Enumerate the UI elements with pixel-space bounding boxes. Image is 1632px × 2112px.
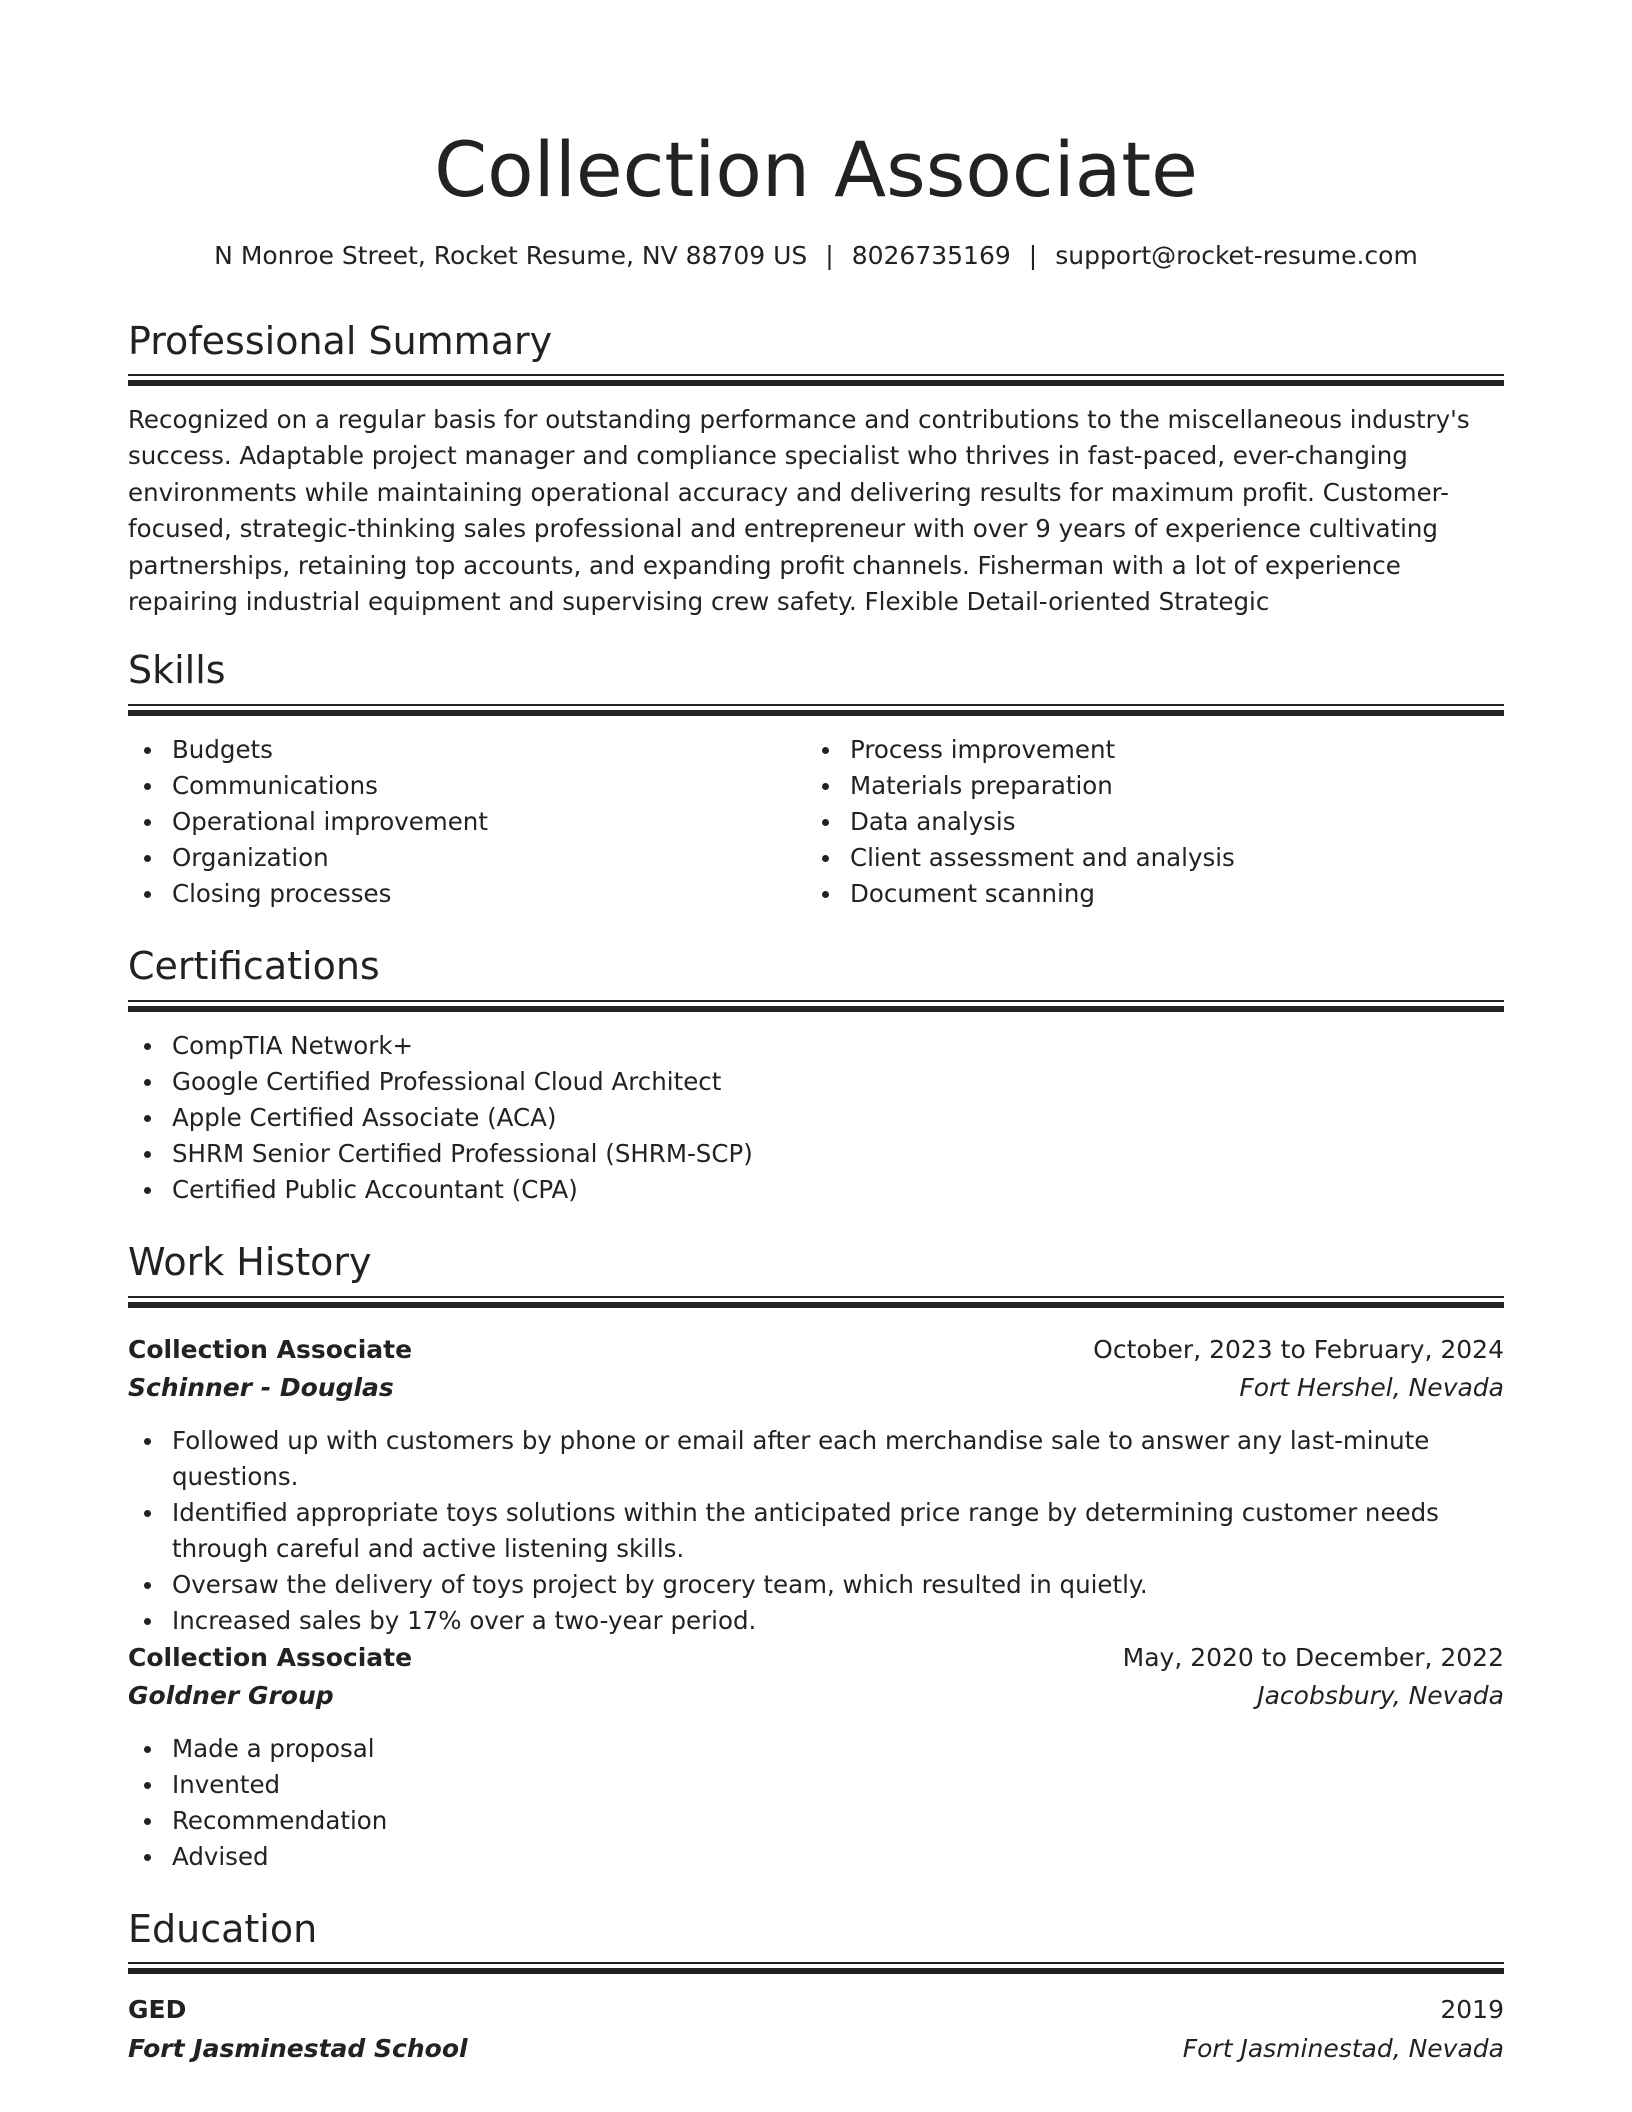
list-item: Oversaw the delivery of toys project by grocery team, which resulted in quietly. [128,1567,1504,1603]
list-item: Invented [128,1767,1504,1803]
job-bullets [128,1731,1504,1875]
education-location: Fort Jasminestad, Nevada [1182,2034,1504,2063]
list-item: Data analysis [806,804,1504,840]
skills-list-left [128,732,788,912]
education-year: 2019 [1440,1995,1504,2024]
job-bullets [128,1423,1504,1639]
list-item: Operational improvement [128,804,788,840]
list-item: Certified Public Accountant (CPA) [128,1172,1504,1208]
section-divider [128,1962,1504,1974]
section-divider [128,1000,1504,1012]
contact-address: N Monroe Street, Rocket Resume, NV 88709 US [214,241,808,270]
job-title: Collection Associate [128,1643,413,1672]
list-item: Communications [128,768,788,804]
section-title-skills: Skills [128,648,226,692]
list-item: Followed up with customers by phone or email after each merchandise sale to answer any last-minute questions. [128,1423,1504,1495]
summary-text: Recognized on a regular basis for outstanding performance and contributions to the miscellaneous industry's success. Adaptable project manager and compliance specialist who thrives in fast-paced, ever-changing environments while maintaining operational accuracy and delivering results for maximum profit. Customer-focused, strategic-thinking sales professional and entrepreneur with over 9 years of experience cultivating partnerships, retaining top accounts, and expanding profit channels. Fisherman with a lot of experience repairing industrial equipment and supervising crew safety. Flexible Detail-oriented Strategic [128,405,1470,617]
list-item: Identified appropriate toys solutions within the anticipated price range by determining customer needs through careful and active listening skills. [128,1495,1504,1567]
job-location: Jacobsbury, Nevada [1257,1681,1504,1710]
section-divider [128,374,1504,386]
list-item: Materials preparation [806,768,1504,804]
certifications-list [128,1028,1504,1208]
resume-name: Collection Associate [434,125,1198,214]
list-item: Increased sales by 17% over a two-year period. [128,1603,1504,1639]
contact-separator: | [1028,241,1038,270]
education-school: Fort Jasminestad School [128,2034,468,2063]
section-title-work: Work History [128,1240,372,1284]
section-title-education: Education [128,1907,318,1951]
list-item: Organization [128,840,788,876]
section-divider [128,1296,1504,1308]
list-item: Apple Certified Associate (ACA) [128,1100,1504,1136]
list-item: Budgets [128,732,788,768]
job-company: Goldner Group [128,1681,334,1710]
job-location: Fort Hershel, Nevada [1239,1373,1504,1402]
list-item: Document scanning [806,876,1504,912]
list-item: Closing processes [128,876,788,912]
contact-separator: | [825,241,834,270]
contact-phone: 8026735169 [851,241,1011,270]
contact-email[interactable]: support@rocket-resume.com [1055,241,1418,270]
education-degree: GED [128,1995,187,2024]
job-dates: October, 2023 to February, 2024 [1093,1335,1504,1364]
job-title: Collection Associate [128,1335,413,1364]
list-item: SHRM Senior Certified Professional (SHRM-SCP) [128,1136,1504,1172]
list-item: Made a proposal [128,1731,1504,1767]
contact-line [128,238,1504,274]
list-item: CompTIA Network+ [128,1028,1504,1064]
job-dates: May, 2020 to December, 2022 [1122,1643,1504,1672]
list-item: Process improvement [806,732,1504,768]
section-divider [128,704,1504,716]
job-company: Schinner - Douglas [128,1373,394,1402]
list-item: Client assessment and analysis [806,840,1504,876]
list-item: Google Certified Professional Cloud Architect [128,1064,1504,1100]
list-item: Advised [128,1839,1504,1875]
skills-list-right [806,732,1504,912]
section-title-summary: Professional Summary [128,319,553,363]
list-item: Recommendation [128,1803,1504,1839]
section-title-certifications: Certifications [128,944,380,988]
